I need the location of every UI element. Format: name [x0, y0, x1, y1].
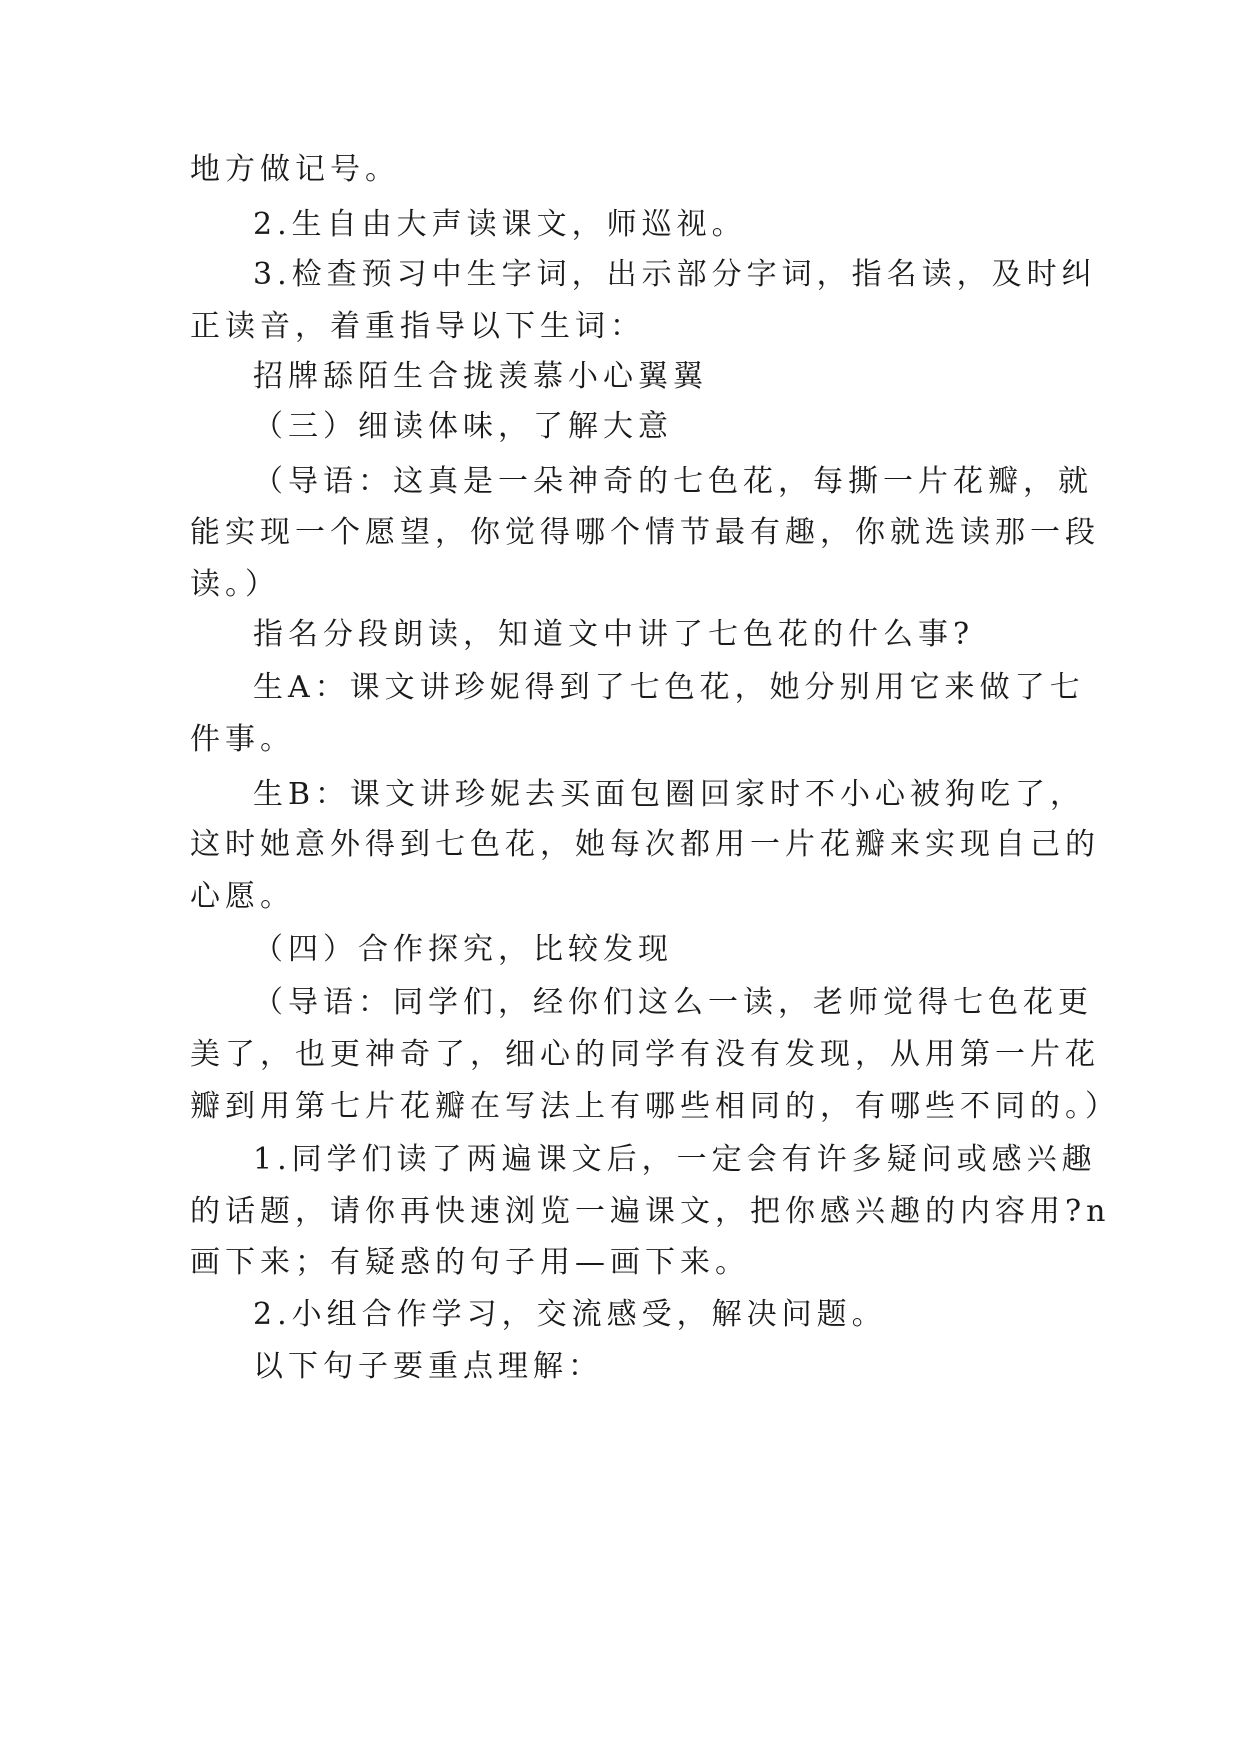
text-line: 正读音，着重指导以下生词：	[190, 309, 645, 344]
text-line: 能实现一个愿望，你觉得哪个情节最有趣，你就选读那一段	[190, 515, 1100, 550]
text-line: （导语：这真是一朵神奇的七色花，每撕一片花瓣，就	[253, 464, 1093, 499]
text-line: 的话题，请你再快速浏览一遍课文，把你感兴趣的内容用?n	[190, 1194, 1111, 1229]
text-line: 生A：课文讲珍妮得到了七色花，她分别用它来做了七	[253, 670, 1085, 705]
text-line: 生B：课文讲珍妮去买面包圈回家时不小心被狗吃了，	[253, 777, 1086, 812]
section-heading: （四）合作探究，比较发现	[253, 932, 673, 967]
text-line: 读。）	[190, 567, 280, 602]
text-line: 件事。	[190, 722, 295, 757]
text-line: 画下来；有疑惑的句子用—画下来。	[190, 1245, 750, 1280]
text-line: （导语：同学们，经你们这么一读，老师觉得七色花更	[253, 985, 1093, 1020]
text-line: 3.检查预习中生字词，出示部分字词，指名读，及时纠	[253, 257, 1097, 292]
text-line: 2.小组合作学习，交流感受，解决问题。	[253, 1297, 887, 1332]
text-line: 心愿。	[190, 879, 295, 914]
text-line: 招牌舔陌生合拢羡慕小心翼翼	[253, 359, 708, 394]
text-line: 指名分段朗读，知道文中讲了七色花的什么事?	[253, 617, 975, 652]
text-line: 瓣到用第七片花瓣在写法上有哪些相同的，有哪些不同的。）	[190, 1089, 1120, 1124]
text-line: 1.同学们读了两遍课文后，一定会有许多疑问或感兴趣	[253, 1142, 1097, 1177]
section-heading: （三）细读体味，了解大意	[253, 409, 673, 444]
text-line: 以下句子要重点理解：	[253, 1349, 603, 1384]
text-line: 美了，也更神奇了，细心的同学有没有发现，从用第一片花	[190, 1037, 1100, 1072]
text-line: 2.生自由大声读课文，师巡视。	[253, 207, 747, 242]
text-line: 地方做记号。	[190, 152, 400, 187]
text-line: 这时她意外得到七色花，她每次都用一片花瓣来实现自己的	[190, 827, 1100, 862]
